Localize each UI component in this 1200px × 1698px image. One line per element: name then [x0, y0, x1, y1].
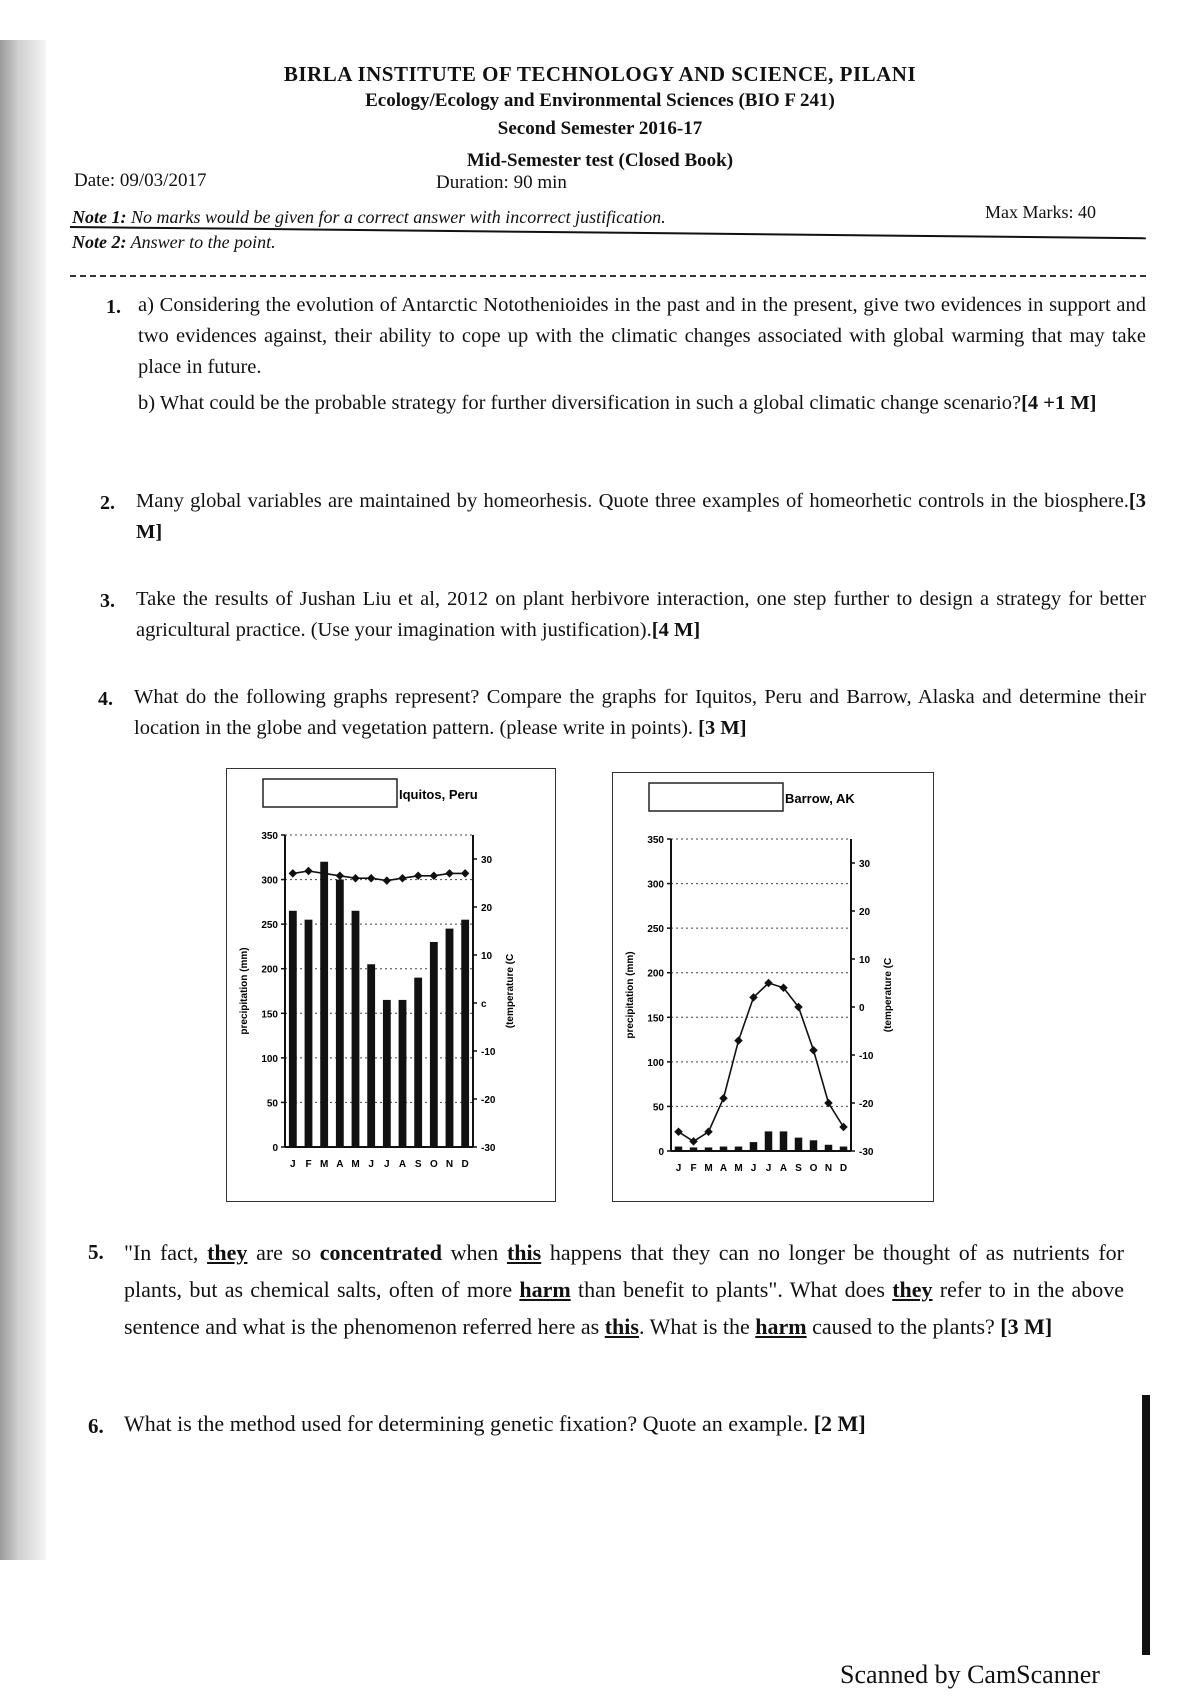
x-tick-label: D — [461, 1159, 469, 1170]
precip-bar — [795, 1138, 803, 1151]
precip-bar — [720, 1147, 728, 1151]
x-tick-label: F — [305, 1159, 312, 1170]
y-tick-label: 0 — [272, 1143, 278, 1154]
y-tick-label: 50 — [652, 1102, 664, 1114]
x-tick-label: A — [719, 1163, 728, 1174]
q4-text: What do the following graphs represent? Compare the graphs for Iquitos, Peru and Barrow, Alaska and determine their location in the globe and vegetation pattern. (please write in points). [3 M] — [134, 686, 1146, 739]
precip-bar — [305, 920, 313, 1147]
y2-tick-label: 10 — [481, 951, 493, 962]
precip-bar — [430, 942, 438, 1147]
y-axis-label: precipitation (mm) — [625, 951, 636, 1039]
y-tick-label: 350 — [261, 831, 278, 842]
y-tick-label: 50 — [266, 1098, 278, 1110]
q1-number: 1. — [106, 296, 121, 318]
y-tick-label: 250 — [647, 924, 664, 936]
exam-date: Date: 09/03/2017 — [74, 170, 207, 191]
chart-title: Barrow, AK — [785, 791, 855, 806]
precip-bar — [675, 1147, 683, 1151]
q1-part-a: a) Considering the evolution of Antarctic Notothenioides in the past and in the present, give two evidences in support and two evidences against, their ability to cope up with the climatic changes associated with global warming that may take place in future. — [138, 294, 1146, 378]
precip-bar — [399, 1000, 407, 1147]
precip-bar — [289, 911, 297, 1147]
precip-bar — [352, 911, 360, 1147]
x-tick-label: A — [779, 1163, 788, 1174]
precip-bar — [336, 880, 344, 1147]
y2-tick-label: c — [481, 999, 487, 1010]
x-tick-label: M — [734, 1163, 743, 1174]
q3-number: 3. — [100, 590, 115, 612]
x-tick-label: A — [336, 1159, 344, 1170]
y2-tick-label: -30 — [481, 1143, 496, 1154]
precip-bar — [367, 964, 375, 1147]
x-tick-label: S — [414, 1159, 422, 1170]
q2-text: Many global variables are maintained by homeorhesis. Quote three examples of homeorhetic controls in the biosphere.[3 M] — [136, 490, 1146, 543]
y-tick-label: 150 — [261, 1009, 278, 1021]
y-tick-label: 200 — [647, 968, 664, 980]
temperature-point — [398, 874, 406, 882]
x-tick-label: S — [795, 1163, 802, 1174]
x-tick-label: D — [839, 1163, 848, 1174]
temperature-point — [367, 874, 375, 882]
precip-bar — [690, 1147, 698, 1151]
x-tick-label: J — [765, 1163, 772, 1174]
chart-title: Iquitos, Peru — [399, 787, 478, 802]
q2-number: 2. — [100, 492, 115, 514]
x-tick-label: N — [824, 1163, 833, 1174]
x-tick-label: M — [319, 1159, 329, 1170]
x-tick-label: J — [750, 1163, 757, 1174]
precip-bar — [461, 920, 469, 1147]
note-2: Note 2: Answer to the point. — [72, 232, 276, 252]
temperature-point — [674, 1128, 682, 1136]
precip-bar — [810, 1140, 818, 1151]
y2-tick-label: 20 — [481, 903, 493, 914]
q6-number: 6. — [88, 1414, 104, 1438]
q5-text: "In fact, they are so concentrated when this happens that they can no longer be thought of as nutrients for plants, but as chemical salts, often of more harm than benefit to plants". What does they refer to in the above sentence and what is the phenomenon referred here as this. What is the harm caused to the plants? [3 M] — [124, 1240, 1125, 1339]
exam-duration: Duration: 90 min — [436, 172, 567, 193]
precip-bar — [840, 1147, 848, 1151]
x-tick-label: O — [429, 1159, 438, 1170]
y-tick-label: 250 — [261, 920, 278, 932]
scan-mark — [1142, 1395, 1150, 1655]
precip-bar — [825, 1145, 833, 1151]
precip-bar — [705, 1147, 713, 1151]
y2-tick-label: 20 — [859, 907, 871, 918]
y2-tick-label: -20 — [481, 1095, 496, 1106]
x-tick-label: J — [675, 1163, 682, 1174]
y-tick-label: 300 — [647, 879, 664, 891]
y-tick-label: 100 — [647, 1057, 664, 1069]
chart-title-box — [649, 783, 783, 811]
y2-tick-label: -10 — [481, 1047, 496, 1058]
note-1: Note 1: No marks would be given for a correct answer with incorrect justification. — [72, 207, 666, 227]
y2-tick-label: 30 — [859, 859, 871, 870]
y2-tick-label: -30 — [859, 1147, 874, 1158]
precip-bar — [765, 1131, 773, 1151]
chart-iquitos-svg — [227, 769, 555, 1201]
temperature-point — [809, 1046, 817, 1054]
x-tick-label: N — [445, 1159, 454, 1170]
y-tick-label: 0 — [658, 1147, 664, 1158]
y2-axis-label: (temperature (C — [505, 953, 516, 1029]
y-tick-label: 200 — [261, 964, 278, 976]
y2-axis-label: (temperature (C — [883, 957, 894, 1033]
precip-bar — [780, 1131, 788, 1151]
precip-bar — [320, 862, 328, 1147]
y-axis-label: precipitation (mm) — [239, 947, 250, 1035]
x-tick-label: O — [809, 1163, 818, 1174]
dashed-divider — [70, 275, 1146, 277]
precip-bar — [446, 929, 454, 1147]
camscanner-watermark: Scanned by CamScanner — [840, 1660, 1100, 1689]
precip-bar — [414, 978, 422, 1147]
temperature-point — [430, 872, 438, 880]
institute-title: BIRLA INSTITUTE OF TECHNOLOGY AND SCIENCE, PILANI — [283, 62, 917, 86]
y-tick-label: 350 — [647, 835, 664, 846]
y2-tick-label: -10 — [859, 1051, 874, 1062]
x-tick-label: J — [368, 1159, 374, 1170]
y-tick-label: 100 — [261, 1053, 278, 1065]
chart-iquitos — [226, 768, 556, 1202]
y2-tick-label: 0 — [859, 1003, 865, 1014]
y2-tick-label: 30 — [481, 855, 493, 866]
scan-shadow-edge — [0, 40, 46, 1560]
q1-part-b: b) What could be the probable strategy for further diversification in such a global climatic change scenario?[4 +1 M] — [138, 392, 1097, 414]
precip-bar — [750, 1142, 758, 1151]
precip-bar — [735, 1147, 743, 1151]
temperature-point — [734, 1036, 742, 1044]
x-tick-label: M — [704, 1163, 713, 1174]
temperature-point — [445, 869, 453, 877]
chart-barrow-svg — [613, 773, 933, 1201]
temperature-point — [304, 867, 312, 875]
temperature-point — [383, 876, 391, 884]
temperature-point — [414, 872, 422, 880]
chart-title-box — [263, 779, 397, 807]
max-marks: Max Marks: 40 — [985, 202, 1096, 222]
temperature-point — [351, 874, 359, 882]
temperature-line — [293, 871, 465, 881]
temperature-point — [336, 872, 344, 880]
x-tick-label: A — [398, 1159, 407, 1170]
x-tick-label: M — [351, 1159, 360, 1170]
temperature-point — [704, 1128, 712, 1136]
y-tick-label: 150 — [647, 1013, 664, 1025]
q4-number: 4. — [98, 688, 113, 710]
temperature-point — [719, 1094, 727, 1102]
q5-number: 5. — [88, 1240, 104, 1264]
q3-text: Take the results of Jushan Liu et al, 2012 on plant herbivore interaction, one step further to design a strategy for better agricultural practice. (Use your imagination with justification).[4 M] — [136, 588, 1146, 641]
x-tick-label: F — [690, 1163, 697, 1174]
temperature-point — [461, 869, 469, 877]
temperature-point — [689, 1137, 697, 1145]
y2-tick-label: -20 — [859, 1099, 874, 1110]
y-tick-label: 300 — [261, 875, 278, 887]
x-tick-label: J — [384, 1159, 390, 1170]
semester-title: Second Semester 2016-17 — [497, 118, 703, 139]
x-tick-label: J — [290, 1159, 296, 1170]
course-title: Ecology/Ecology and Environmental Sciences (BIO F 241) — [365, 90, 835, 111]
y2-tick-label: 10 — [859, 955, 871, 966]
exam-title: Mid-Semester test (Closed Book) — [466, 150, 734, 171]
chart-barrow — [612, 772, 934, 1202]
temperature-point — [839, 1123, 847, 1131]
temperature-point — [289, 869, 297, 877]
precip-bar — [383, 1000, 391, 1147]
q6-text: What is the method used for determining genetic fixation? Quote an example. [2 M] — [124, 1411, 866, 1436]
